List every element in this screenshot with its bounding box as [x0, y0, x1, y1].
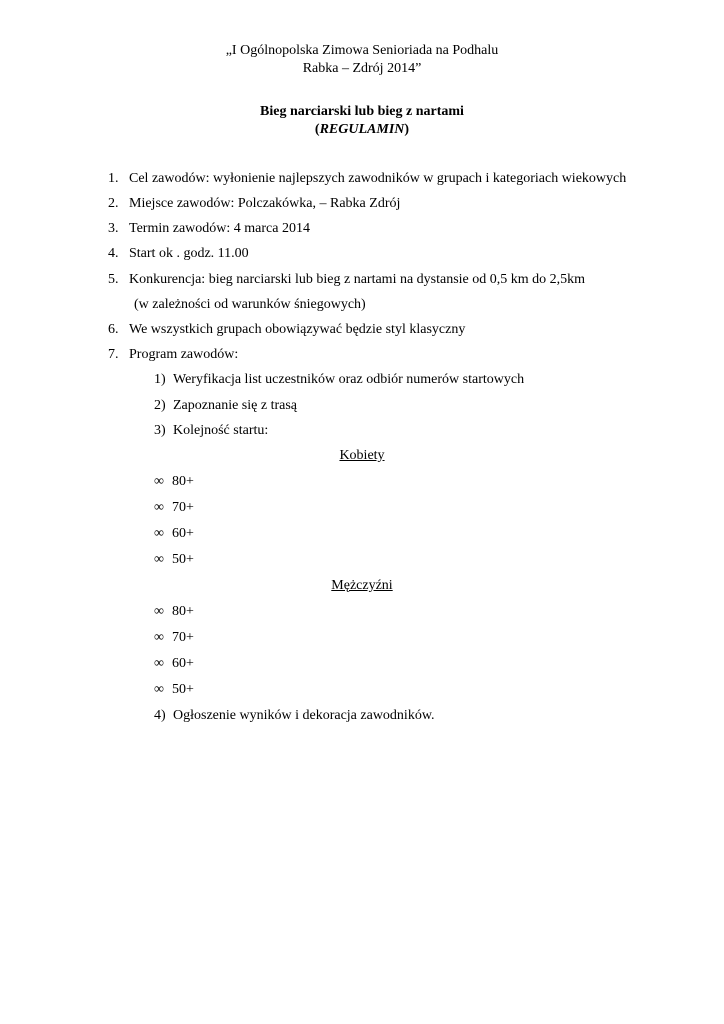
infinity-bullet-icon: ∞	[154, 630, 164, 645]
infinity-bullet-icon: ∞	[154, 656, 164, 671]
list-item-text: We wszystkich grupach obowiązywać będzie styl klasyczny	[129, 322, 466, 337]
women-heading: Kobiety	[339, 448, 385, 463]
infinity-bullet-icon: ∞	[154, 500, 164, 515]
men-group-3	[154, 656, 194, 672]
infinity-bullet-icon: ∞	[154, 474, 164, 489]
age-group-label: 80+	[172, 604, 194, 619]
list-item-text: Program zawodów:	[129, 347, 239, 362]
program-item-2	[154, 398, 297, 414]
program-item-1	[154, 372, 524, 388]
program-item-number: 1)	[154, 372, 166, 387]
subtitle-close-paren: )	[404, 122, 410, 137]
list-item-2	[108, 196, 400, 212]
age-group-label: 60+	[172, 526, 194, 541]
women-group-3	[154, 526, 194, 542]
list-item-number: 1.	[108, 171, 119, 186]
program-item-number: 4)	[154, 708, 166, 723]
program-item-text: Kolejność startu:	[173, 423, 269, 438]
program-item-text: Zapoznanie się z trasą	[173, 398, 297, 413]
list-item-1	[108, 171, 626, 187]
age-group-label: 50+	[172, 682, 194, 697]
age-group-label: 80+	[172, 474, 194, 489]
event-title-line2: Rabka – Zdrój 2014”	[302, 61, 422, 76]
program-item-text: Ogłoszenie wyników i dekoracja zawodników.	[173, 708, 435, 723]
men-group-1	[154, 604, 194, 620]
list-item-text: Konkurencja: bieg narciarski lub bieg z nartami na dystansie od 0,5 km do 2,5km	[129, 272, 586, 287]
age-group-label: 70+	[172, 500, 194, 515]
list-item-text: Cel zawodów: wyłonienie najlepszych zawodników w grupach i kategoriach wiekowych	[129, 171, 627, 186]
event-title-line1: „I Ogólnopolska Zimowa Senioriada na Podhalu	[225, 43, 499, 58]
list-item-number: 6.	[108, 322, 119, 337]
program-item-number: 3)	[154, 423, 166, 438]
document-title: Bieg narciarski lub bieg z nartami	[260, 104, 464, 119]
list-item-5-continuation: (w zależności od warunków śniegowych)	[134, 297, 366, 312]
men-group-4	[154, 682, 194, 698]
list-item-4	[108, 246, 249, 262]
men-group-2	[154, 630, 194, 646]
program-item-number: 2)	[154, 398, 166, 413]
program-item-4	[154, 708, 435, 724]
infinity-bullet-icon: ∞	[154, 682, 164, 697]
age-group-label: 60+	[172, 656, 194, 671]
age-group-label: 70+	[172, 630, 194, 645]
list-item-text: Termin zawodów: 4 marca 2014	[129, 221, 310, 236]
program-item-text: Weryfikacja list uczestników oraz odbiór numerów startowych	[173, 372, 525, 387]
list-item-text: Start ok . godz. 11.00	[129, 246, 249, 261]
list-item-7	[108, 347, 238, 363]
list-item-6	[108, 322, 465, 338]
infinity-bullet-icon: ∞	[154, 526, 164, 541]
list-item-number: 3.	[108, 221, 119, 236]
list-item-3	[108, 221, 310, 237]
women-group-2	[154, 500, 194, 516]
women-group-1	[154, 474, 194, 490]
infinity-bullet-icon: ∞	[154, 552, 164, 567]
list-item-number: 4.	[108, 246, 119, 261]
men-heading: Mężczyźni	[331, 578, 393, 593]
list-item-number: 5.	[108, 272, 119, 287]
program-item-3	[154, 423, 268, 439]
list-item-5	[108, 272, 585, 288]
list-item-number: 7.	[108, 347, 119, 362]
document-subtitle	[0, 122, 724, 138]
subtitle-regulamin: REGULAMIN	[319, 122, 405, 137]
subtitle-open-paren: (	[314, 122, 320, 137]
list-item-number: 2.	[108, 196, 119, 211]
infinity-bullet-icon: ∞	[154, 604, 164, 619]
list-item-text: Miejsce zawodów: Polczakówka, – Rabka Zdrój	[129, 196, 401, 211]
age-group-label: 50+	[172, 552, 194, 567]
women-group-4	[154, 552, 194, 568]
